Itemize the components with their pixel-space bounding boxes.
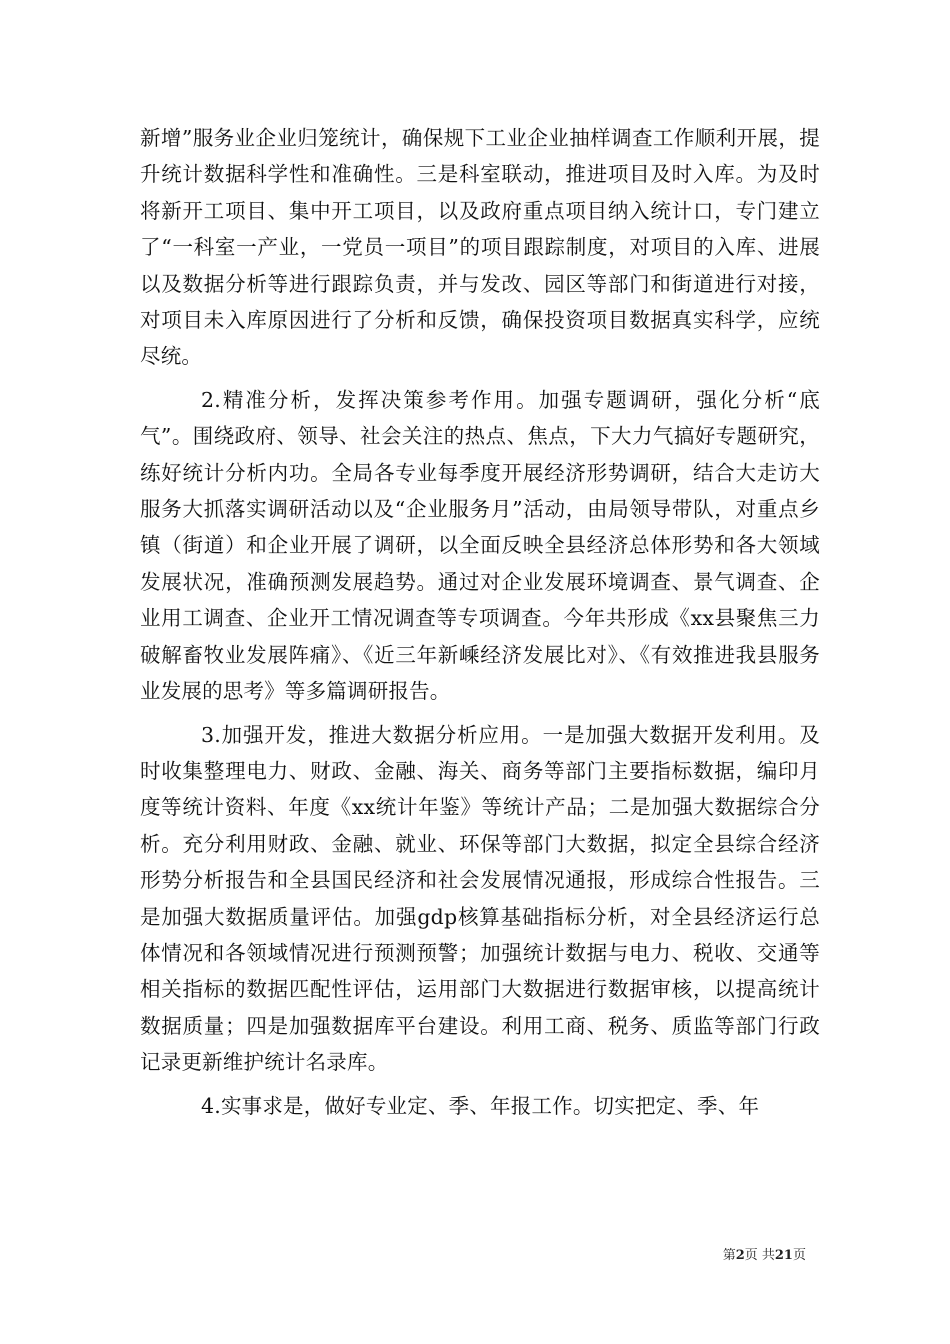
paragraph-4: 4.实事求是，做好专业定、季、年报工作。切实把定、季、年 xyxy=(201,1093,760,1118)
current-page-number: 2 xyxy=(735,1248,745,1263)
paragraph-1: 新增”服务业企业归笼统计，确保规下工业企业抽样调查工作顺利开展，提升统计数据科学性和准确性。三是科室联动，推进项目及时入库。为及时将新开工项目、集中开工项目，以及政府重点项目纳入统计口，专门建立了“一科室一产业，一党员一项目”的项目跟踪制度，对项目的入库、进展以及数据分析等进行跟踪负责，并与发改、园区等部门和街道进行对接，对项目未入库原因进行了分析和反馈，确保投资项目数据真实科学，应统尽统。 xyxy=(140,126,820,369)
footer-suffix: 页 xyxy=(792,1248,806,1263)
paragraph-3: 3.加强开发，推进大数据分析应用。一是加强大数据开发利用。及时收集整理电力、财政、金融、海关、商务等部门主要指标数据，编印月度等统计资料、年度《xx统计年鉴》等统计产品；二是加强大数据综合分析。充分利用财政、金融、就业、环保等部门大数据，拟定全县综合经济形势分析报告和全县国民经济和社会发展情况通报，形成综合性报告。三是加强大数据质量评估。加强gdp核算基础指标分析，对全县经济运行总体情况和各领域情况进行预测预警；加强统计数据与电力、税收、交通等相关指标的数据匹配性评估，运用部门大数据进行数据审核，以提高统计数据质量；四是加强数据库平台建设。利用工商、税务、质监等部门行政记录更新维护统计名录库。 xyxy=(140,722,820,1075)
footer-prefix: 第 xyxy=(722,1248,736,1263)
page-number-footer xyxy=(723,1244,806,1263)
document-body xyxy=(140,120,820,1131)
paragraph-2: 2.精准分析，发挥决策参考作用。加强专题调研，强化分析“底气”。围绕政府、领导、社会关注的热点、焦点，下大力气搞好专题研究，练好统计分析内功。全局各专业每季度开展经济形势调研，结合大走访大服务大抓落实调研活动以及“企业服务月”活动，由局领导带队，对重点乡镇（街道）和企业开展了调研，以全面反映全县经济总体形势和各大领域发展状况，准确预测发展趋势。通过对企业发展环境调查、景气调查、企业用工调查、企业开工情况调查等专项调查。今年共形成《xx县聚焦三力破解畜牧业发展阵痛》、《近三年新嵊经济发展比对》、《有效推进我县服务业发展的思考》等多篇调研报告。 xyxy=(140,387,820,704)
total-page-count: 21 xyxy=(774,1248,793,1263)
footer-middle: 页 共 xyxy=(744,1248,775,1263)
